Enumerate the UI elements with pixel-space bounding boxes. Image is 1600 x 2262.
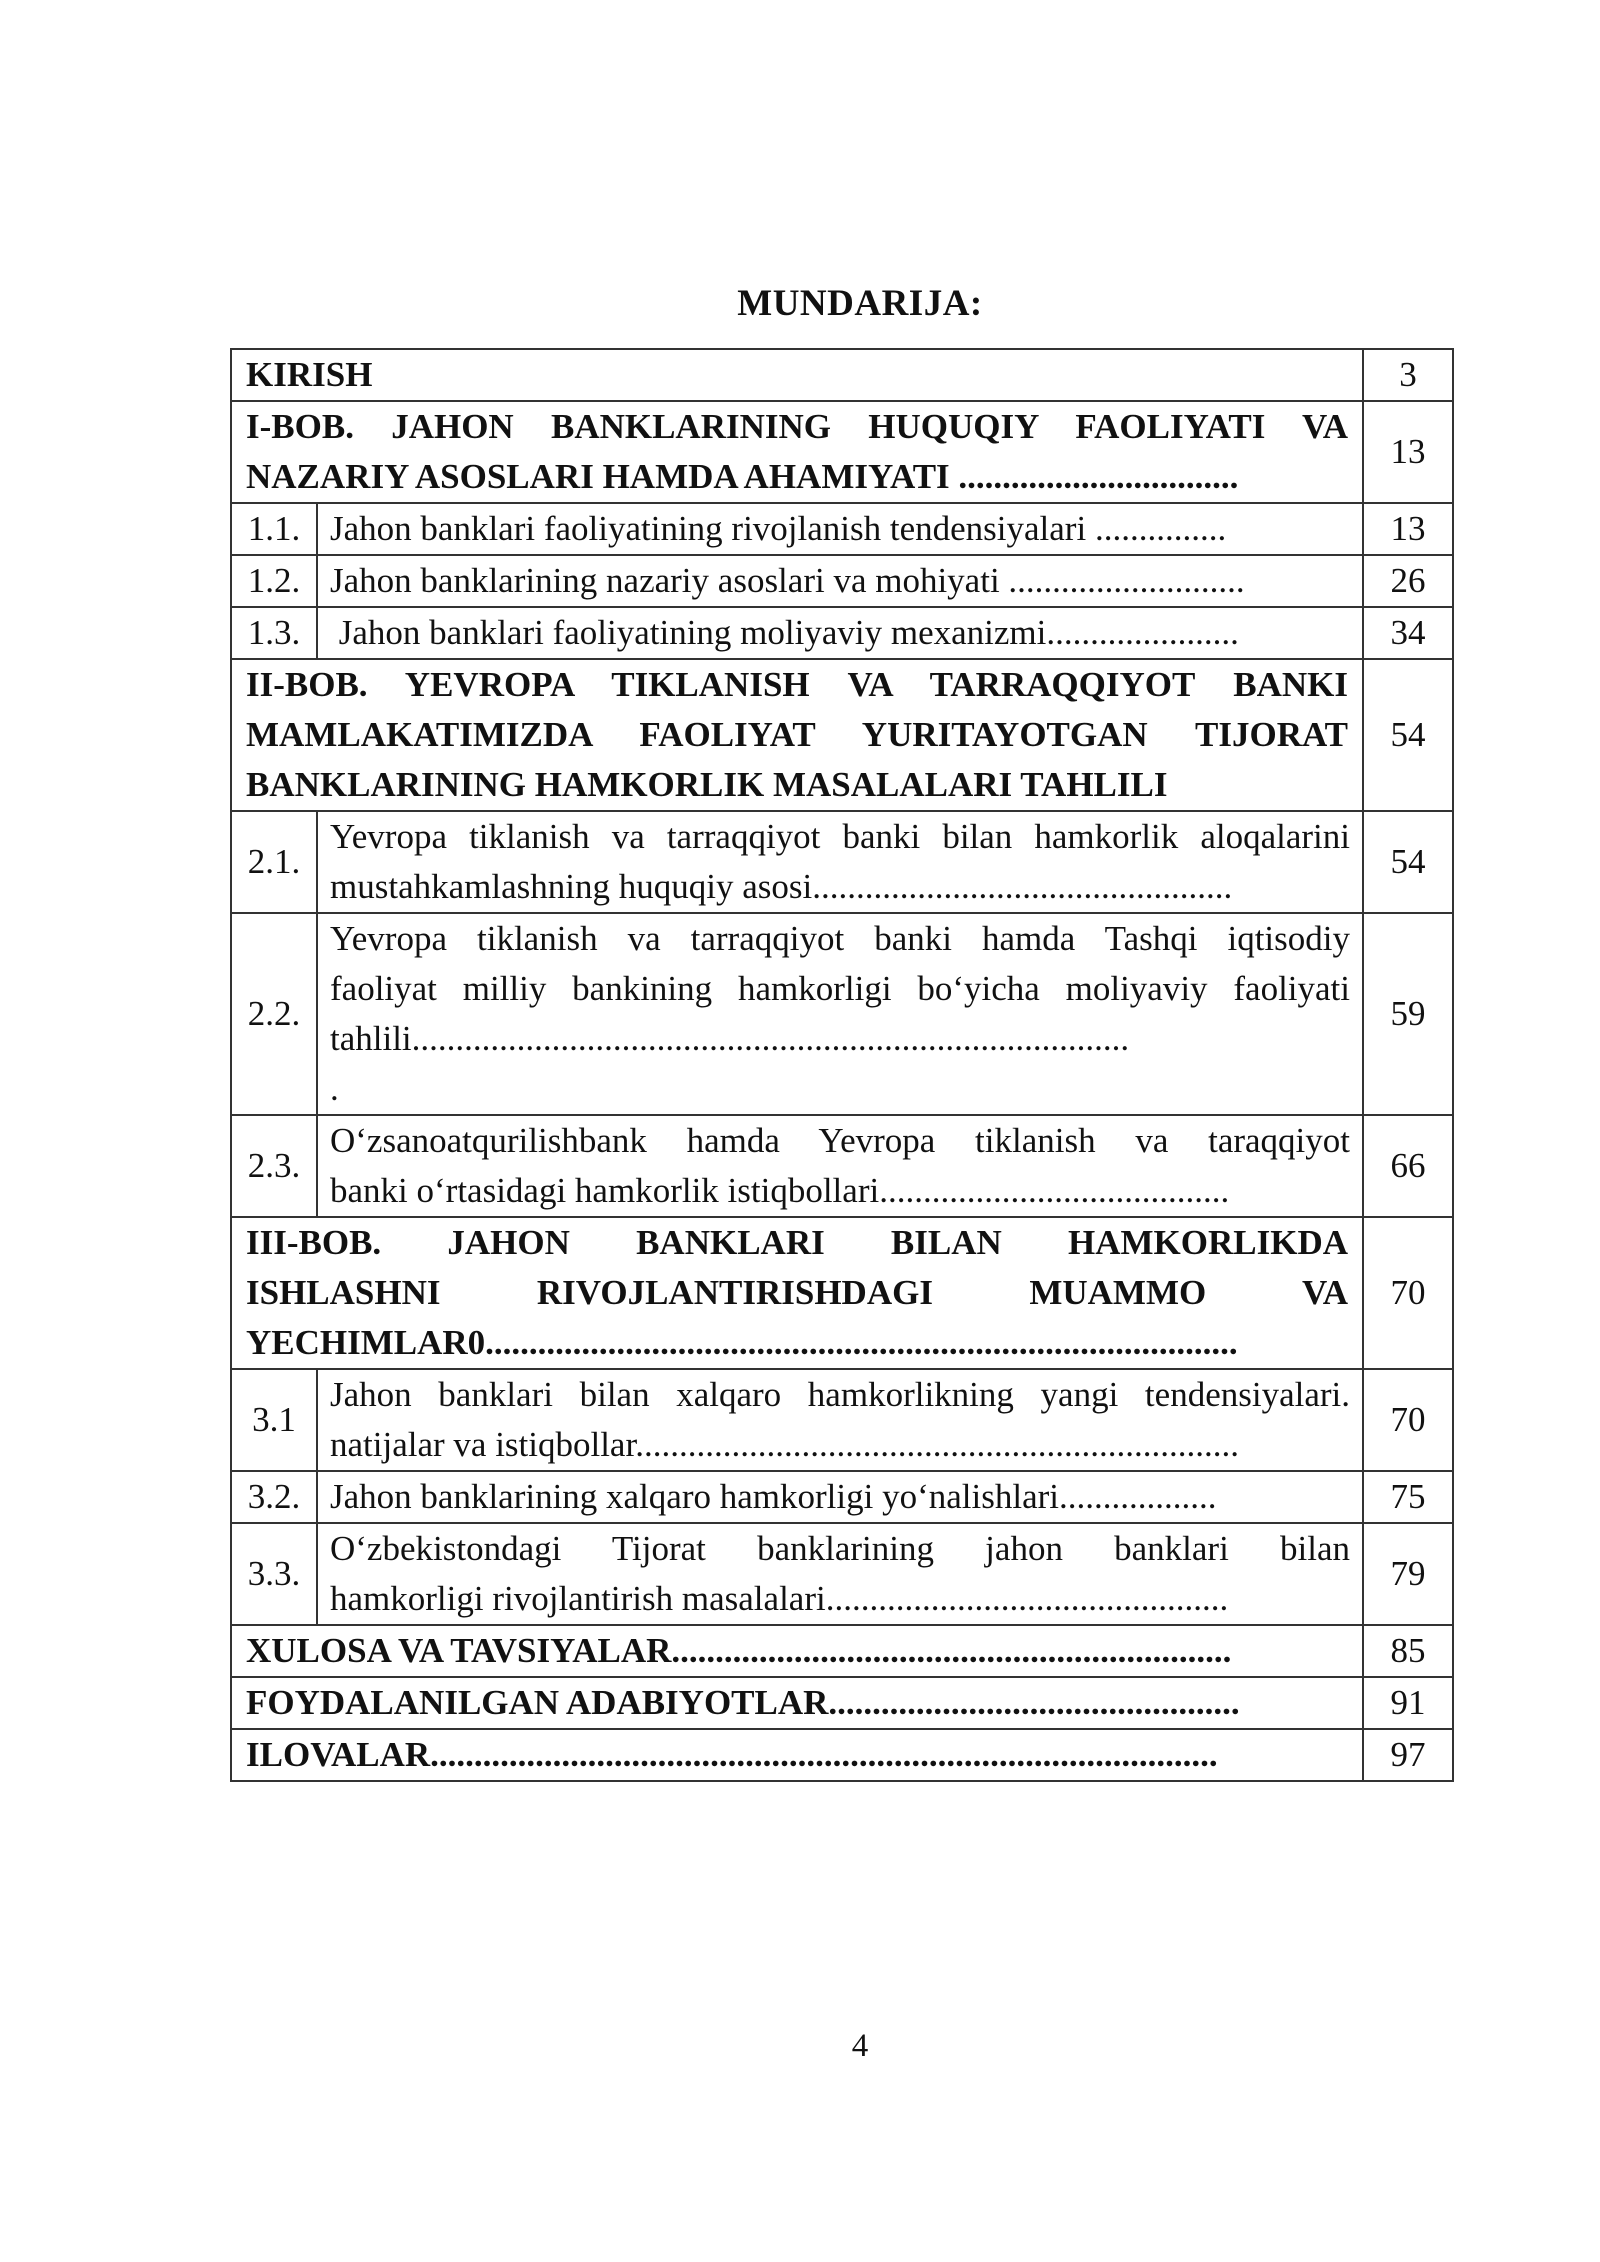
toc-page-number: 70 [1363, 1217, 1453, 1369]
toc-page-number: 3 [1363, 349, 1453, 401]
toc-chapter-title [231, 401, 1363, 503]
toc-row-section [231, 913, 1453, 1115]
toc-section-title [317, 913, 1363, 1115]
toc-row-adabiyotlar [231, 1677, 1453, 1729]
toc-chapter-title-line: MAMLAKATIMIZDA FAOLIYAT YURITAYOTGAN TIJORAT [246, 715, 1348, 754]
toc-section-title-line: Yevropa tiklanish va tarraqqiyot banki bilan hamkorlik aloqalarini [330, 817, 1350, 856]
toc-section-number: 1.3. [231, 607, 317, 659]
toc-chapter-title-line: BANKLARINING HAMKORLIK MASALALARI TAHLILI [246, 765, 1168, 804]
toc-chapter-title-line: NAZARIY ASOSLARI HAMDA AHAMIYATI ................................ [246, 457, 1239, 496]
toc-chapter-title-line: III-BOB. JAHON BANKLARI BILAN HAMKORLIKDA [246, 1223, 1348, 1262]
toc-page-number: 75 [1363, 1471, 1453, 1523]
toc-page-number: 97 [1363, 1729, 1453, 1781]
toc-page-number: 70 [1363, 1369, 1453, 1471]
toc-row-section [231, 607, 1453, 659]
toc-page-number: 54 [1363, 659, 1453, 811]
toc-section-title-line: faoliyat milliy bankining hamkorligi bo‘yicha moliyaviy faoliyati [330, 969, 1350, 1008]
page-title: MUNDARIJA: [737, 283, 983, 324]
toc-section-title-line: mustahkamlashning huquqiy asosi................................................ [330, 867, 1233, 906]
toc-chapter-title-line: II-BOB. YEVROPA TIKLANISH VA TARRAQQIYOT BANKI [246, 665, 1348, 704]
page-number: 4 [851, 2028, 869, 2064]
toc-section-title-line: O‘zbekistondagi Tijorat banklarining jahon banklari bilan [330, 1529, 1350, 1568]
toc-section-title-line: O‘zsanoatqurilishbank hamda Yevropa tiklanish va taraqqiyot [330, 1121, 1350, 1160]
toc-chapter-title-line: YECHIMLAR0...................................................................................... [246, 1323, 1238, 1362]
toc-row-section [231, 1115, 1453, 1217]
toc-section-number: 2.3. [231, 1115, 317, 1217]
toc-section-title [317, 1523, 1363, 1625]
toc-section-title-line: . [330, 1069, 339, 1108]
toc-chapter-title [231, 1217, 1363, 1369]
toc-entry-title: KIRISH [231, 349, 1363, 401]
toc-section-number: 1.1. [231, 503, 317, 555]
toc-section-title: Jahon banklari faoliyatining rivojlanish tendensiyalari ............... [317, 503, 1363, 555]
toc-section-title-line: hamkorligi rivojlantirish masalalari.............................................. [330, 1579, 1229, 1618]
toc-section-title [317, 1115, 1363, 1217]
toc-row-section [231, 1471, 1453, 1523]
toc-page-number: 85 [1363, 1625, 1453, 1677]
toc-section-title-line: banki o‘rtasidagi hamkorlik istiqbollari........................................ [330, 1171, 1230, 1210]
toc-row-section [231, 1523, 1453, 1625]
toc-section-title [317, 1369, 1363, 1471]
toc-row-chapter-2 [231, 659, 1453, 811]
toc-chapter-title [231, 659, 1363, 811]
toc-section-number: 2.1. [231, 811, 317, 913]
toc-row-chapter-1 [231, 401, 1453, 503]
toc-section-title: Jahon banklarining nazariy asoslari va mohiyati ........................... [317, 555, 1363, 607]
toc-section-title-line: Jahon banklari bilan xalqaro hamkorlikning yangi tendensiyalari. [330, 1375, 1350, 1414]
toc-page-number: 59 [1363, 913, 1453, 1115]
toc-row-section [231, 503, 1453, 555]
table-of-contents [230, 348, 1454, 1782]
toc-section-number: 1.2. [231, 555, 317, 607]
toc-section-number: 2.2. [231, 913, 317, 1115]
toc-section-title-line: natijalar va istiqbollar..................................................................... [330, 1425, 1239, 1464]
toc-row-section [231, 1369, 1453, 1471]
toc-row-ilovalar [231, 1729, 1453, 1781]
toc-section-title [317, 811, 1363, 913]
toc-chapter-title-line: I-BOB. JAHON BANKLARINING HUQUQIY FAOLIYATI VA [246, 407, 1348, 446]
toc-page-number: 13 [1363, 503, 1453, 555]
toc-row-section [231, 555, 1453, 607]
toc-entry-title: ILOVALAR.......................................................................................... [231, 1729, 1363, 1781]
toc-page-number: 54 [1363, 811, 1453, 913]
toc-section-title-line: Yevropa tiklanish va tarraqqiyot banki hamda Tashqi iqtisodiy [330, 919, 1350, 958]
toc-entry-title: XULOSA VA TAVSIYALAR................................................................ [231, 1625, 1363, 1677]
toc-row-xulosa [231, 1625, 1453, 1677]
toc-page-number: 34 [1363, 607, 1453, 659]
toc-row-chapter-3 [231, 1217, 1453, 1369]
toc-page-number: 79 [1363, 1523, 1453, 1625]
toc-section-title: Jahon banklari faoliyatining moliyaviy mexanizmi...................... [317, 607, 1363, 659]
toc-row-kirish [231, 349, 1453, 401]
toc-page-number: 13 [1363, 401, 1453, 503]
toc-page-number: 26 [1363, 555, 1453, 607]
toc-section-number: 3.2. [231, 1471, 317, 1523]
toc-page-number: 66 [1363, 1115, 1453, 1217]
toc-section-title: Jahon banklarining xalqaro hamkorligi yo‘nalishlari.................. [317, 1471, 1363, 1523]
toc-entry-title: FOYDALANILGAN ADABIYOTLAR............................................... [231, 1677, 1363, 1729]
toc-section-number: 3.1 [231, 1369, 317, 1471]
toc-row-section [231, 811, 1453, 913]
toc-page-number: 91 [1363, 1677, 1453, 1729]
toc-section-number: 3.3. [231, 1523, 317, 1625]
toc-chapter-title-line: ISHLASHNI RIVOJLANTIRISHDAGI MUAMMO VA [246, 1273, 1348, 1312]
toc-section-title-line: tahlili.................................................................................. [330, 1019, 1130, 1058]
